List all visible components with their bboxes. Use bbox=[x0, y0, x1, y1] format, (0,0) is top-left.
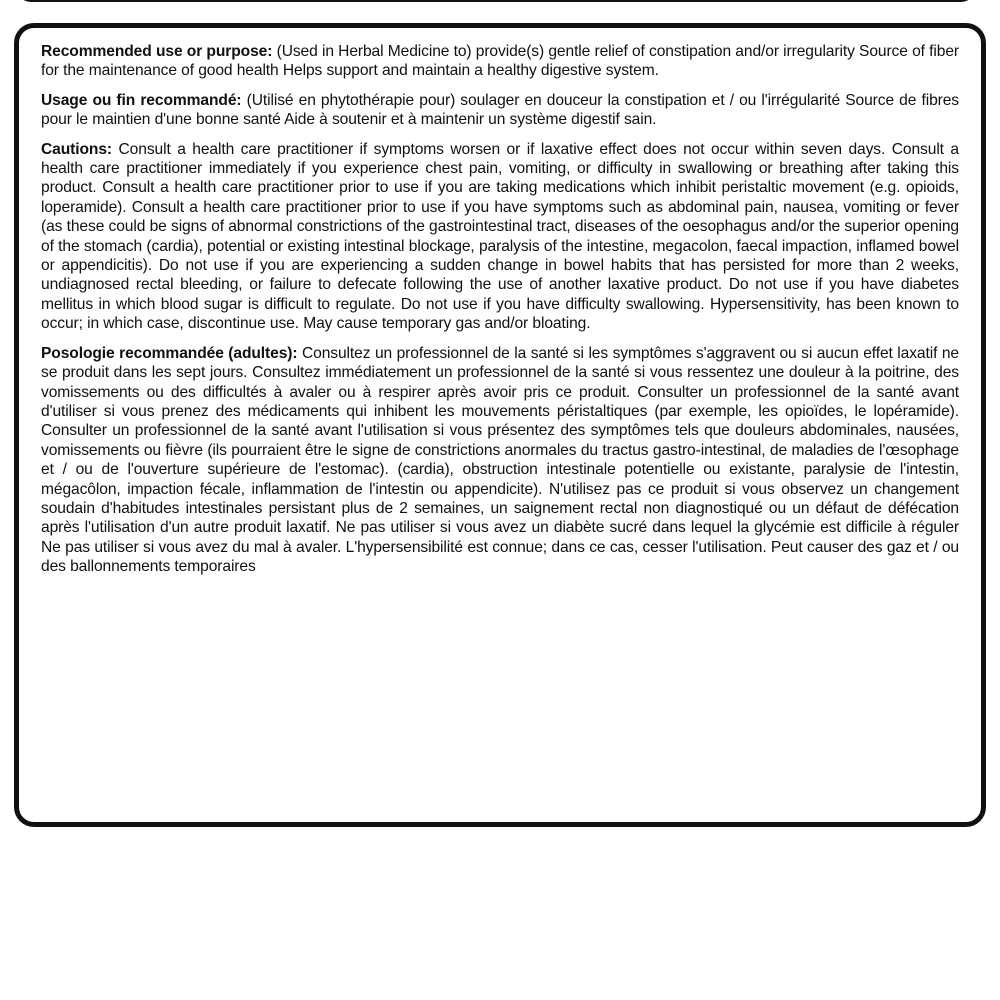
section-heading: Posologie recommandée (adultes): bbox=[41, 344, 298, 362]
product-label-panel bbox=[14, 23, 986, 827]
posologie-section bbox=[41, 344, 959, 577]
section-body: (Used in Herbal Medicine to) provide(s) gentle relief of constipation and/or irregularity Source of fiber for the maintenance of good health Helps support and maintain a healthy digestive system. bbox=[41, 43, 959, 80]
section-heading: Recommended use or purpose: bbox=[41, 43, 273, 60]
usage-recommande-section bbox=[41, 91, 959, 130]
cautions-section bbox=[41, 140, 959, 334]
section-heading: Usage ou fin recommandé: bbox=[41, 91, 242, 109]
previous-panel-border bbox=[14, 0, 978, 2]
section-heading: Cautions: bbox=[41, 140, 113, 158]
section-body: (Utilisé en phytothérapie pour) soulager en douceur la constipation et / ou l'irrégularité Source de fibres pour le maintien d'une bonne santé Aide à soutenir et à maintenir un système digestif sain. bbox=[41, 91, 960, 129]
section-body: Consult a health care practitioner if symptoms worsen or if laxative effect does not occur within seven days. Consult a health care practitioner immediately if you experience chest pain, vomiting, or difficulty in swallowing or breathing after taking this product. Consult a health care practitioner prior to use if you are taking medications which inhibit peristaltic movement (e.g. opioids, loperamide). Consult a health care practitioner prior to use if you have symptoms such as abdominal pain, nausea, vomiting or fever (as these could be signs of abnormal constrictions of the gastrointestinal tract, diseases of the oesophagus and/or the superior opening of the stomach (cardia), potential or existing intestinal blockage, paralysis of the intestine, megacolon, faecal impaction, inflamed bowel or appendicitis). Do not use if you are experiencing a sudden change in bowel habits that has persisted for more than 2 weeks, undiagnosed rectal bleeding, or failure to defecate following the use of another laxative product. Do not use if you have diabetes mellitus in which blood sugar is difficult to regulate. Do not use if you have difficulty swallowing. Hypersensitivity, has been known to occur; in which case, discontinue use. May cause temporary gas and/or bloating. bbox=[41, 140, 959, 333]
section-body: Consultez un professionnel de la santé si les symptômes s'aggravent ou si aucun effet laxatif ne se produit dans les sept jours. Consultez immédiatement un professionnel de la santé si vous ressentez une douleur à la poitrine, des vomissements ou des difficultés à avaler ou à respirer après avoir pris ce produit. Consulter un professionnel de la santé avant d'utiliser si vous prenez des médicaments qui inhibent les mouvements péristaltiques (par exemple, les opioïdes, le lopéramide). Consulter un professionnel de la santé avant l'utilisation si vous présentez des symptômes tels que douleurs abdominales, nausées, vomissements ou fièvre (ils pourraient être le signe de constrictions anormales du tractus gastro-intestinal, de maladies de l'œsophage et / ou de l'ouverture supérieure de l'estomac). (cardia), obstruction intestinale potentielle ou existante, paralysie de l'intestin, mégacôlon, impaction fécale, inflammation de l'intestin ou appendicite). N'utilisez pas ce produit si vous observez un changement soudain d'habitudes intestinales persistant plus de 2 semaines, un saignement rectal non diagnostiqué ou un défaut de défécation après l'utilisation d'un autre produit laxatif. Ne pas utiliser si vous avez un diabète sucré dans lequel la glycémie est difficile à réguler Ne pas utiliser si vous avez du mal à avaler. L'hypersensibilité est connue; dans ce cas, cesser l'utilisation. Peut causer des gaz et / ou des ballonnements temporaires bbox=[41, 344, 959, 576]
recommended-use-section bbox=[41, 42, 959, 81]
